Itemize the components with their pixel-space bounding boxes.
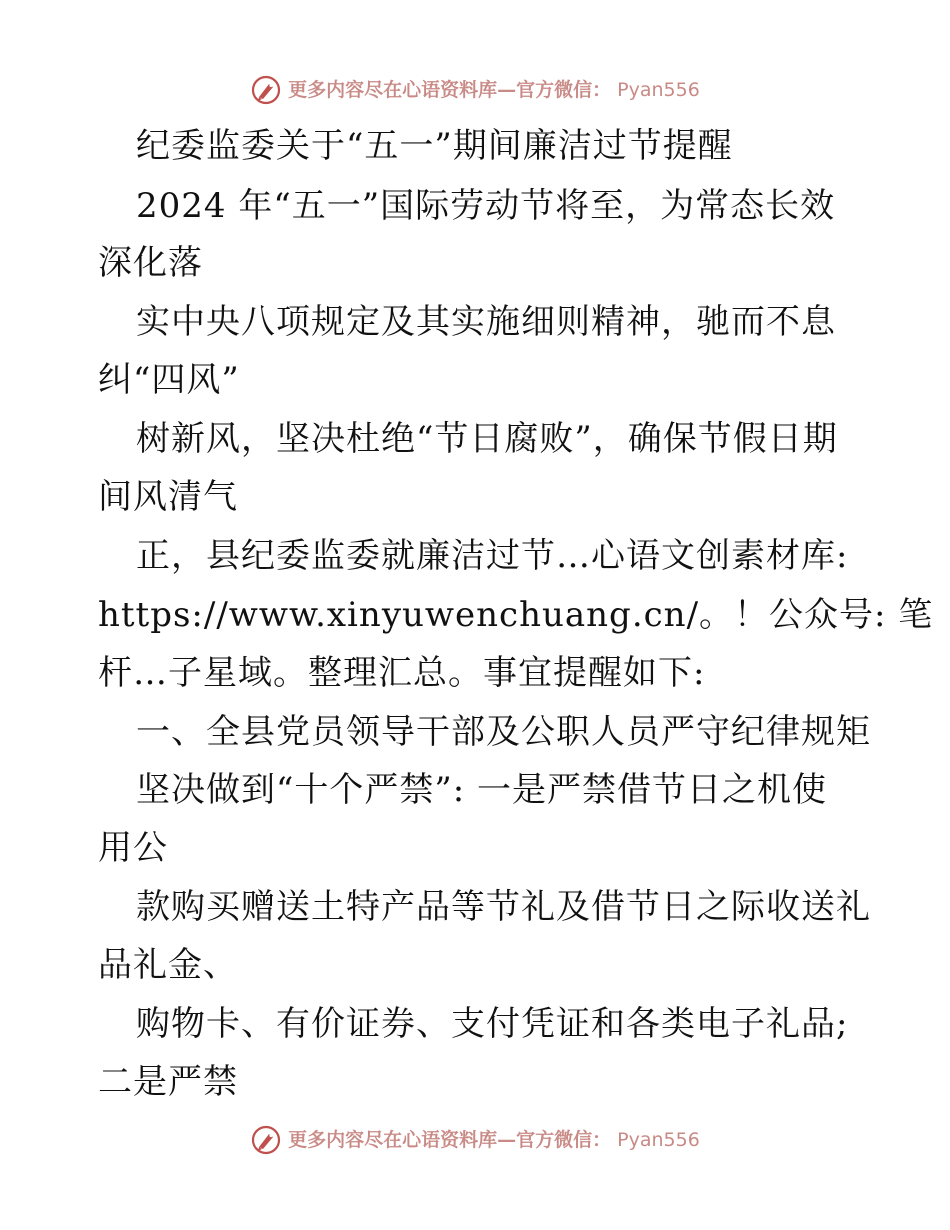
pen-nib-logo-icon [250, 1124, 282, 1156]
paragraph-line: 树新风，坚决杜绝“节日腐败”，确保节假日期 [136, 419, 838, 459]
paragraph-line: 实中央八项规定及其实施细则精神，驰而不息 [136, 302, 836, 342]
watermark-wechat-id: Pyan556 [617, 1129, 700, 1151]
footer-watermark [0, 1120, 950, 1160]
paragraph-line: 二是严禁 [98, 1062, 238, 1102]
watermark-text: 更多内容尽在心语资料库—官方微信： [288, 79, 612, 101]
paragraph-line-url: https://www.xinyuwenchuang.cn/。！公众号: 笔 [98, 595, 934, 635]
paragraph-line: 品礼金、 [98, 945, 238, 985]
paragraph-line: 深化落 [98, 243, 203, 283]
paragraph-line: 款购买赠送土特产品等节礼及借节日之际收送礼 [136, 887, 871, 927]
paragraph-line: 用公 [98, 828, 168, 868]
paragraph-line: 购物卡、有价证券、支付凭证和各类电子礼品; [136, 1004, 849, 1044]
paragraph-line: 坚决做到“十个严禁”: 一是严禁借节日之机使 [136, 770, 828, 810]
header-watermark [0, 70, 950, 110]
paragraph-line: 间风清气 [98, 477, 238, 517]
section-heading: 一、全县党员领导干部及公职人员严守纪律规矩 [136, 712, 871, 752]
watermark-wechat-id: Pyan556 [617, 79, 700, 101]
paragraph-line: 纠“四风” [98, 360, 240, 400]
document-title: 纪委监委关于“五一”期间廉洁过节提醒 [136, 126, 733, 166]
paragraph-line: 杆…子星域。整理汇总。事宜提醒如下: [98, 653, 706, 693]
watermark-text: 更多内容尽在心语资料库—官方微信： [288, 1129, 612, 1151]
paragraph-line: 2024 年“五一”国际劳动节将至，为常态长效 [136, 186, 836, 226]
paragraph-line: 正，县纪委监委就廉洁过节…心语文创素材库: [136, 536, 849, 576]
pen-nib-logo-icon [250, 74, 282, 106]
